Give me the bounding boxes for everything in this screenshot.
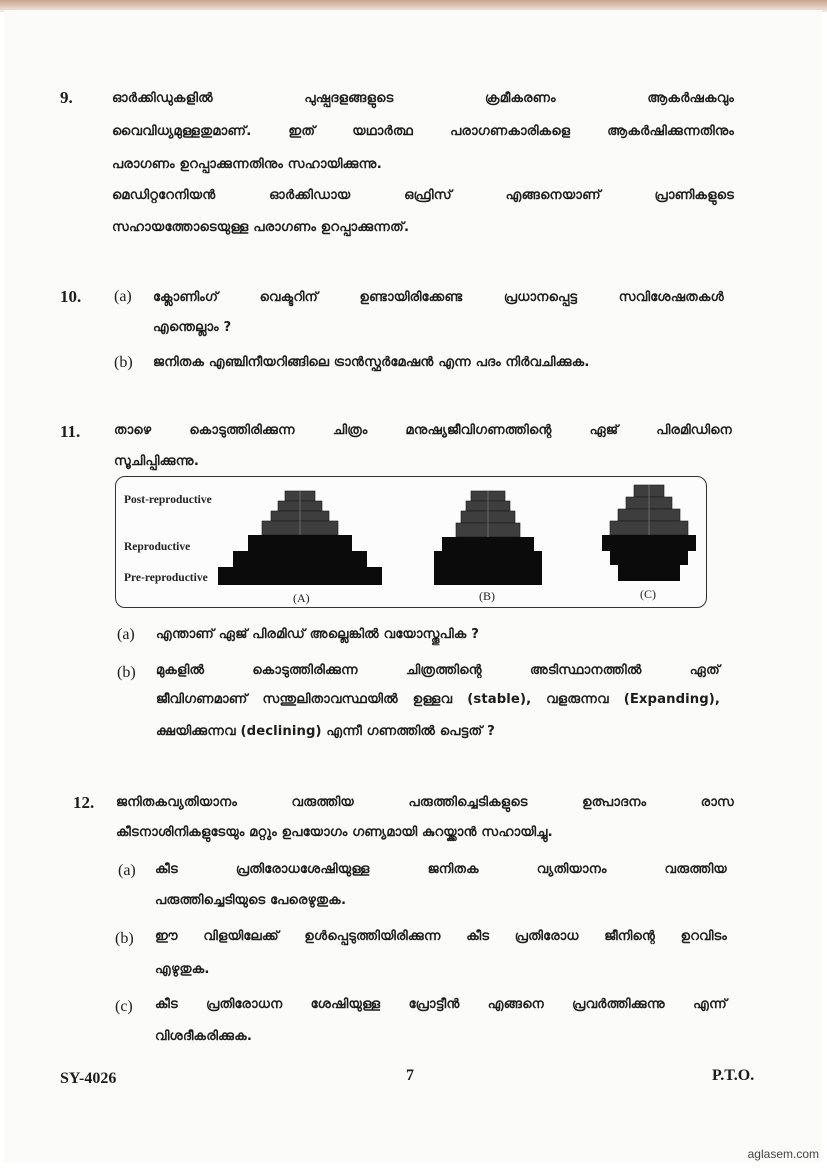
q10-a-label: (a) — [114, 288, 132, 305]
pyramids-svg — [116, 477, 706, 607]
pyramid-block-dark — [442, 537, 534, 551]
q12-line-2: കീടനാശിനികളുടേയും മറ്റും ഉപയോഗം ഗണ്യമായി കുറയ്ക്കാൻ സഹായിച്ചു. — [116, 825, 553, 840]
age-pyramid-diagram — [115, 476, 707, 608]
q10-b-text: ജനിതക എഞ്ചിനീയറിങ്ങിലെ ട്രാൻസ്ഫർമേഷൻ എന്ന പദം നിർവചിക്കുക. — [153, 355, 590, 370]
q12-b-label: (b) — [115, 930, 134, 947]
q12-c-label: (c) — [115, 998, 133, 1015]
pyramid-label-b: (B) — [479, 589, 495, 603]
label-reproductive: Reproductive — [124, 541, 191, 553]
pyramid-label-a: (A) — [293, 591, 310, 605]
q11-line-1: താഴെ കൊടുത്തിരിക്കുന്ന ചിത്രം മനുഷ്യജീവിഗണത്തിന്റെ ഏജ് പിരമിഡിനെ — [114, 423, 732, 438]
q11-b-line-1: മുകളിൽ കൊടുത്തിരിക്കുന്ന ചിത്രത്തിന്റെ അടിസ്ഥാനത്തിൽ ഏത് — [156, 663, 720, 678]
pyramid-b — [434, 491, 542, 585]
q9-line-5: സഹായത്തോടെയുള്ള പരാഗണം ഉറപ്പാക്കുന്നത്. — [112, 220, 410, 235]
q9-line-2: വൈവിധ്യമുള്ളതുമാണ്. ഇത് യഥാർത്ഥ പരാഗണകാരികളെ ആകർഷിക്കുന്നതിനും — [112, 124, 734, 139]
q10-a-line-2: എന്തെല്ലാം ? — [153, 320, 232, 335]
question-number-9: 9. — [60, 88, 73, 107]
q10-b-label: (b) — [114, 354, 133, 371]
pyramid-block-dark — [434, 567, 542, 585]
pyramid-block-dark — [602, 535, 696, 551]
pyramid-label-c: (C) — [640, 587, 656, 601]
q12-a-line-2: പരുത്തിച്ചെടിയുടെ പേരെഴുതുക. — [155, 893, 347, 908]
q11-b-label: (b) — [117, 664, 136, 681]
pyramid-block-dark — [233, 551, 367, 567]
question-number-10: 10. — [60, 287, 82, 306]
pyramid-block-dark — [218, 567, 382, 585]
q12-c-line-1: കീട പ്രതിരോധന ശേഷിയുള്ള പ്രോട്ടീൻ എങ്ങനെ പ്രവർത്തിക്കുന്നു എന്ന് — [155, 997, 727, 1012]
pyramid-a — [218, 491, 382, 585]
q12-a-line-1: കീട പ്രതിരോധശേഷിയുള്ള ജനിതക വ്യതിയാനം വരുത്തിയ — [155, 862, 727, 877]
label-post-reproductive: Post-reproductive — [124, 494, 212, 506]
pyramid-block-dark — [618, 565, 680, 581]
please-turn-over: P.T.O. — [712, 1067, 755, 1084]
q12-b-line-1: ഈ വിളയിലേക്ക് ഉൾപ്പെടുത്തിയിരിക്കുന്ന കീട പ്രതിരോധ ജീനിന്റെ ഉറവിടം — [155, 929, 727, 944]
q9-line-1: ഓർക്കിഡുകളിൽ പുഷ്പദളങ്ങളുടെ ക്രമീകരണം ആകർഷകവും — [112, 91, 734, 106]
q12-line-1: ജനിതകവ്യതിയാനം വരുത്തിയ പരുത്തിച്ചെടികളുടെ ഉത്പാദനം രാസ — [116, 795, 734, 810]
pyramid-block-dark — [248, 535, 352, 551]
q11-b-line-3: ക്ഷയിക്കുന്നവ (declining) എന്നീ ഗണത്തിൽ പെട്ടത് ? — [156, 724, 495, 739]
pyramid-block-dark — [610, 551, 688, 565]
paper-code: SY-4026 — [60, 1070, 117, 1087]
q12-b-line-2: എഴുതുക. — [155, 962, 210, 977]
watermark-text: aglasem.com — [747, 1147, 819, 1161]
q11-a-label: (a) — [117, 626, 135, 643]
pyramid-block-dark — [434, 551, 542, 567]
page-number: 7 — [406, 1067, 414, 1084]
q9-line-3: പരാഗണം ഉറപ്പാക്കുന്നതിനും സഹായിക്കുന്നു. — [112, 157, 382, 172]
q11-a-text: എന്താണ് ഏജ് പിരമിഡ് അല്ലെങ്കിൽ വയോസ്തൂപിക ? — [156, 627, 480, 642]
q12-c-line-2: വിശദീകരിക്കുക. — [155, 1029, 253, 1044]
pyramid-c — [602, 485, 696, 581]
q10-a-line-1: ക്ലോണിംഗ് വെക്ടറിന് ഉണ്ടായിരിക്കേണ്ട പ്രധാനപ്പെട്ട സവിശേഷതകൾ — [153, 290, 724, 305]
question-number-12: 12. — [73, 793, 95, 812]
q11-b-line-2: ജീവിഗണമാണ് സന്തുലിതാവസ്ഥയിൽ ഉള്ളവ (stable), വളരുന്നവ (Expanding), — [156, 692, 720, 707]
question-number-11: 11. — [60, 422, 81, 441]
label-pre-reproductive: Pre-reproductive — [124, 572, 208, 584]
q9-line-4: മെഡിറ്ററേനിയൻ ഓർക്കിഡായ ഒഫ്രിസ് എങ്ങനെയാണ് പ്രാണികളുടെ — [112, 188, 734, 203]
q12-a-label: (a) — [118, 862, 136, 879]
q11-line-2: സൂചിപ്പിക്കുന്നു. — [114, 454, 199, 469]
